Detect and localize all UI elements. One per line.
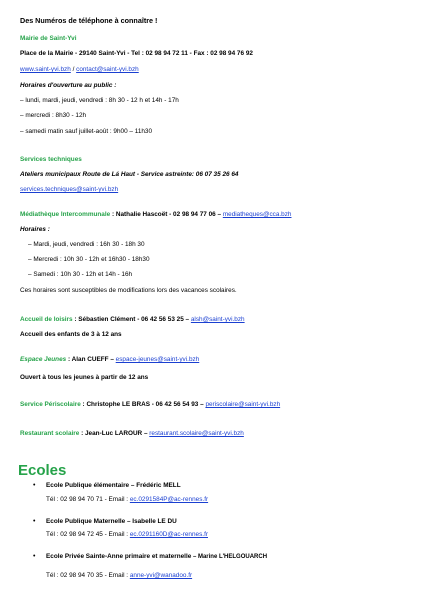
ecole-contact (46, 496, 208, 504)
mediatheque-heading: Médiathèque Intercommunale (20, 211, 111, 218)
bullet-icon: • (33, 518, 36, 525)
mairie-hours-line: – lundi, mardi, jeudi, vendredi : 8h 30 - 12 h et 14h - 17h (20, 97, 179, 104)
mairie-address: Place de la Mairie - 29140 Saint-Yvi - Tel : 02 98 94 72 11 - Fax : 02 98 94 76 92 (20, 50, 253, 57)
services-heading: Services techniques (20, 156, 82, 163)
page-title: Des Numéros de téléphone à connaître ! (20, 16, 158, 25)
mediatheque-hours-line: – Mercredi : 10h 30 - 12h et 16h30 - 18h30 (28, 256, 150, 263)
services-email-link[interactable]: services.techniques@saint-yvi.bzh (20, 186, 119, 193)
loisirs-note: Accueil des enfants de 3 à 12 ans (20, 331, 122, 338)
bullet-icon: • (33, 482, 36, 489)
mediatheque-hours-line: – Samedi : 10h 30 - 12h et 14h - 16h (28, 271, 133, 278)
loisirs-contact: : Sébastien Clément - 06 42 56 53 25 – (72, 316, 191, 323)
mediatheque-contact: : Nathalie Hascoët - 02 98 94 77 06 – (110, 211, 223, 218)
jeunes-email-link[interactable]: espace-jeunes@saint-yvi.bzh (115, 356, 200, 363)
ecole-email-link[interactable]: ec.0291160D@ac-rennes.fr (129, 531, 208, 538)
ecoles-heading: Ecoles (18, 462, 67, 479)
mediatheque-hours-line: – Mardi, jeudi, vendredi : 16h 30 - 18h 30 (28, 241, 145, 248)
ecole-email-link[interactable]: ec.0291584P@ac-rennes.fr (129, 496, 209, 503)
loisirs-email-link[interactable]: alsh@saint-yvi.bzh (190, 316, 245, 323)
jeunes-heading: Espace Jeunes (20, 356, 67, 363)
mairie-website-link[interactable]: www.saint-yvi.bzh (20, 66, 71, 73)
link-separator: / (70, 66, 77, 73)
restaurant-email-link[interactable]: restaurant.scolaire@saint-yvi.bzh (149, 430, 244, 437)
periscolaire-heading: Service Périscolaire (20, 401, 81, 408)
mediatheque-email-link[interactable]: mediatheques@cca.bzh (222, 211, 292, 218)
ecole-name-row (46, 553, 267, 561)
loisirs-row (20, 316, 245, 324)
mairie-heading: Mairie de Saint-Yvi (20, 35, 77, 42)
mairie-links (20, 66, 139, 74)
services-email-row (20, 186, 118, 194)
mairie-hours-heading: Horaires d'ouverture au public : (20, 82, 117, 89)
loisirs-heading: Accueil de loisirs (20, 316, 73, 323)
bullet-icon: • (33, 553, 36, 560)
mairie-hours-line: – mercredi : 8h30 - 12h (20, 112, 87, 119)
mediatheque-row (20, 211, 291, 219)
ecole-name: Ecole Publique Maternelle – Isabelle LE DU (46, 518, 177, 525)
jeunes-row (20, 356, 199, 364)
ecole-name: Ecole Privée Sainte-Anne primaire et maternelle (46, 553, 192, 560)
restaurant-heading: Restaurant scolaire (20, 430, 80, 437)
periscolaire-email-link[interactable]: periscolaire@saint-yvi.bzh (205, 401, 281, 408)
mediatheque-hours-heading: Horaires : (20, 226, 50, 233)
periscolaire-contact: : Christophe LE BRAS - 06 42 56 54 93 – (80, 401, 206, 408)
restaurant-row (20, 430, 244, 438)
mairie-email-link[interactable]: contact@saint-yvi.bzh (76, 66, 139, 73)
mairie-hours-line: – samedi matin sauf juillet-août : 9h00 – 11h30 (20, 128, 153, 135)
ecole-email-link[interactable]: anne-yvi@wanadoo.fr (129, 572, 193, 579)
ecole-tel: Tél : 02 98 94 70 71 - Email : (46, 496, 130, 503)
services-line: Ateliers municipaux Route de Lá Haut - Service astreinte: 06 07 35 26 64 (20, 171, 239, 178)
jeunes-contact: : Alan CUEFF – (66, 356, 116, 363)
ecole-contact (46, 531, 208, 539)
mediatheque-note: Ces horaires sont susceptibles de modifications lors des vacances scolaires. (20, 287, 237, 294)
ecole-director: – Marine L'HELGOUARCH (191, 554, 268, 560)
periscolaire-row (20, 401, 280, 409)
ecole-contact (46, 572, 192, 580)
jeunes-note: Ouvert à tous les jeunes à partir de 12 ans (20, 374, 149, 381)
restaurant-contact: : Jean-Luc LAROUR – (79, 430, 150, 437)
ecole-tel: Tél : 02 98 94 72 45 - Email : (46, 531, 130, 538)
ecole-tel: Tél : 02 98 94 70 35 - Email : (46, 572, 130, 579)
ecole-name: Ecole Publique élémentaire – Frédéric MELL (46, 482, 181, 489)
